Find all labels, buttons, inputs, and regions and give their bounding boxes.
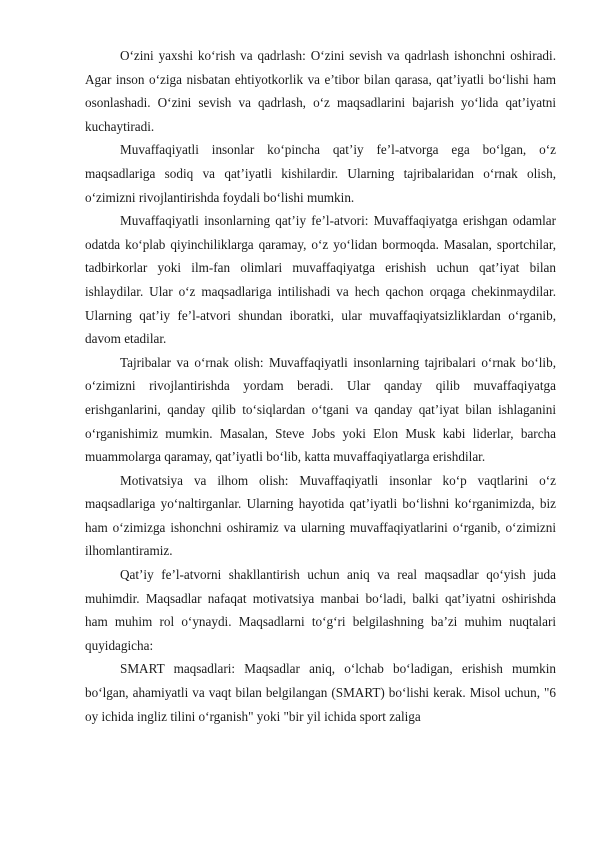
paragraph: Qat’iy fe’l-atvorni shakllantirish uchun aniq va real maqsadlar qo‘yish juda muhimdir. Maqsadlar nafaqat motivatsiya manbai bo‘ladi, balki qat’iyatni oshirishda ham muhim rol o‘ynaydi. Maqsadlarni to‘g‘ri belgilashning ba’zi muhim nuqtalari quyidagicha: — [85, 567, 556, 653]
paragraph: Muvaffaqiyatli insonlar ko‘pincha qat’iy fe’l-atvorga ega bo‘lgan, o‘z maqsadlariga sodiq va qat’iyatli kishilardir. Ularning tajribalaridan o‘rnak olish, o‘zimizni rivojlantirishda foydali bo‘lishi mumkin. — [85, 142, 556, 205]
paragraph: O‘zini yaxshi ko‘rish va qadrlash: O‘zini sevish va qadrlash ishonchni oshiradi. Agar inson o‘ziga nisbatan ehtiyotkorlik va e’tibor bilan qarasa, qat’iyatli bo‘lishi ham osonlashadi. O‘zini sevish va qadrlash, o‘z maqsadlarini bajarish yo‘lida qat’iyatni kuchaytiradi. — [85, 48, 556, 134]
paragraph: Tajribalar va o‘rnak olish: Muvaffaqiyatli insonlarning tajribalari o‘rnak bo‘lib, o‘zimizni rivojlantirishda yordam beradi. Ular qanday qilib muvaffaqiyatga erishganlarini, qanday qilib to‘siqlardan o‘tgani va qanday qat’iyat bilan ishlaganini o‘rganishimiz mumkin. Masalan, Steve Jobs yoki Elon Musk kabi liderlar, barcha muammolarga qaramay, qat’iyatli bo‘lib, katta muvaffaqiyatlarga erishdilar. — [85, 354, 556, 465]
paragraph: Motivatsiya va ilhom olish: Muvaffaqiyatli insonlar ko‘p vaqtlarini o‘z maqsadlariga yo‘naltirganlar. Ularning hayotida qat’iyatli bo‘lishni ko‘rganimizda, biz ham o‘zimizga ishonchni oshiramiz va ularning muvaffaqiyatlarini o‘rganib, o‘zimizni ilhomlantiramiz. — [85, 472, 556, 559]
body-text — [85, 44, 556, 728]
paragraph: SMART maqsadlari: Maqsadlar aniq, o‘lchab bo‘ladigan, erishish mumkin bo‘lgan, ahamiyatli va vaqt bilan belgilangan (SMART) bo‘lishi kerak. Misol uchun, "6 oy ichida ingliz tilini o‘rganish" yoki "bir yil ichida sport zaliga — [85, 661, 556, 724]
paragraph: Muvaffaqiyatli insonlarning qat’iy fe’l-atvori: Muvaffaqiyatga erishgan odamlar odatda ko‘plab qiyinchiliklarga qaramay, o‘z yo‘lidan bormoqda. Masalan, sportchilar, tadbirkorlar yoki ilm-fan olimlari muvaffaqiyatga erishish uchun qat’iyat bilan ishlaydilar. Ular o‘z maqsadlariga intilishadi va hech qachon orqaga chekinmaydilar. Ularning qat’iy fe’l-atvori shundan iboratki, ular muvaffaqiyatsizliklardan o‘rganib, davom etadilar. — [85, 213, 556, 347]
